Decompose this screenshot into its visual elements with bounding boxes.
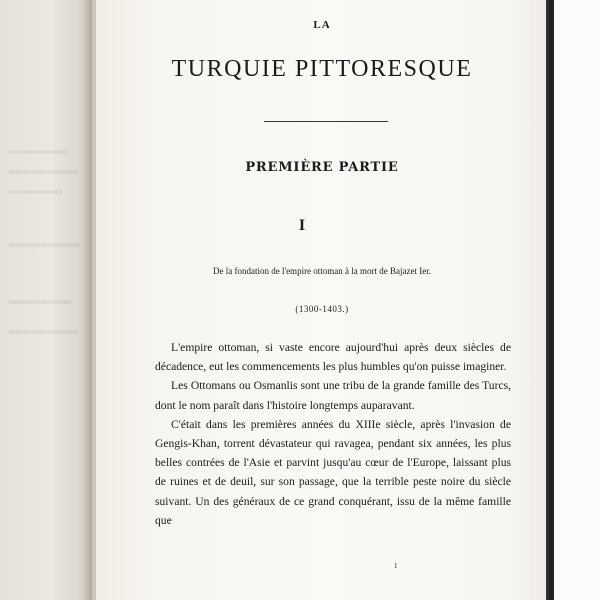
paragraph-2: Les Ottomans ou Osmanlis sont une tribu de la grande famille des Turcs, dont le nom paraît dans l'histoire longtemps auparavant.: [155, 379, 511, 412]
body-text: [155, 338, 511, 530]
book-cover-edge: [546, 0, 554, 600]
chapter-number: I: [298, 217, 306, 234]
part-heading: PREMIÈRE PARTIE: [245, 160, 399, 175]
left-facing-page: [0, 0, 92, 600]
chapter-dates: (1300-1403.): [295, 304, 349, 314]
title-article: LA: [313, 19, 331, 31]
book-title: TURQUIE PITTORESQUE: [171, 56, 473, 82]
book-page: [96, 0, 548, 600]
title-divider: [264, 121, 388, 122]
background: [554, 0, 600, 600]
paragraph-1: L'empire ottoman, si vaste encore aujourd'hui après deux siècles de décadence, eut les commencements les plus humbles qu'on puisse imaginer.: [155, 341, 511, 374]
paragraph-3: C'était dans les premières années du XIIIe siècle, après l'invasion de Gengis-Khan, torrent dévastateur qui ravagea, pendant six années, les plus belles contrées de l'Asie et parvint jusqu'au cœur de l'Europe, laissant plus de ruines et de deuil, sur son passage, que la terrible peste noire du siècle suivant. Un des généraux de ce grand conquérant, issu de la même famille que: [155, 417, 511, 527]
page-mark: 1: [394, 562, 398, 570]
chapter-subtitle: De la fondation de l'empire ottoman à la mort de Bajazet Ier.: [212, 266, 432, 276]
